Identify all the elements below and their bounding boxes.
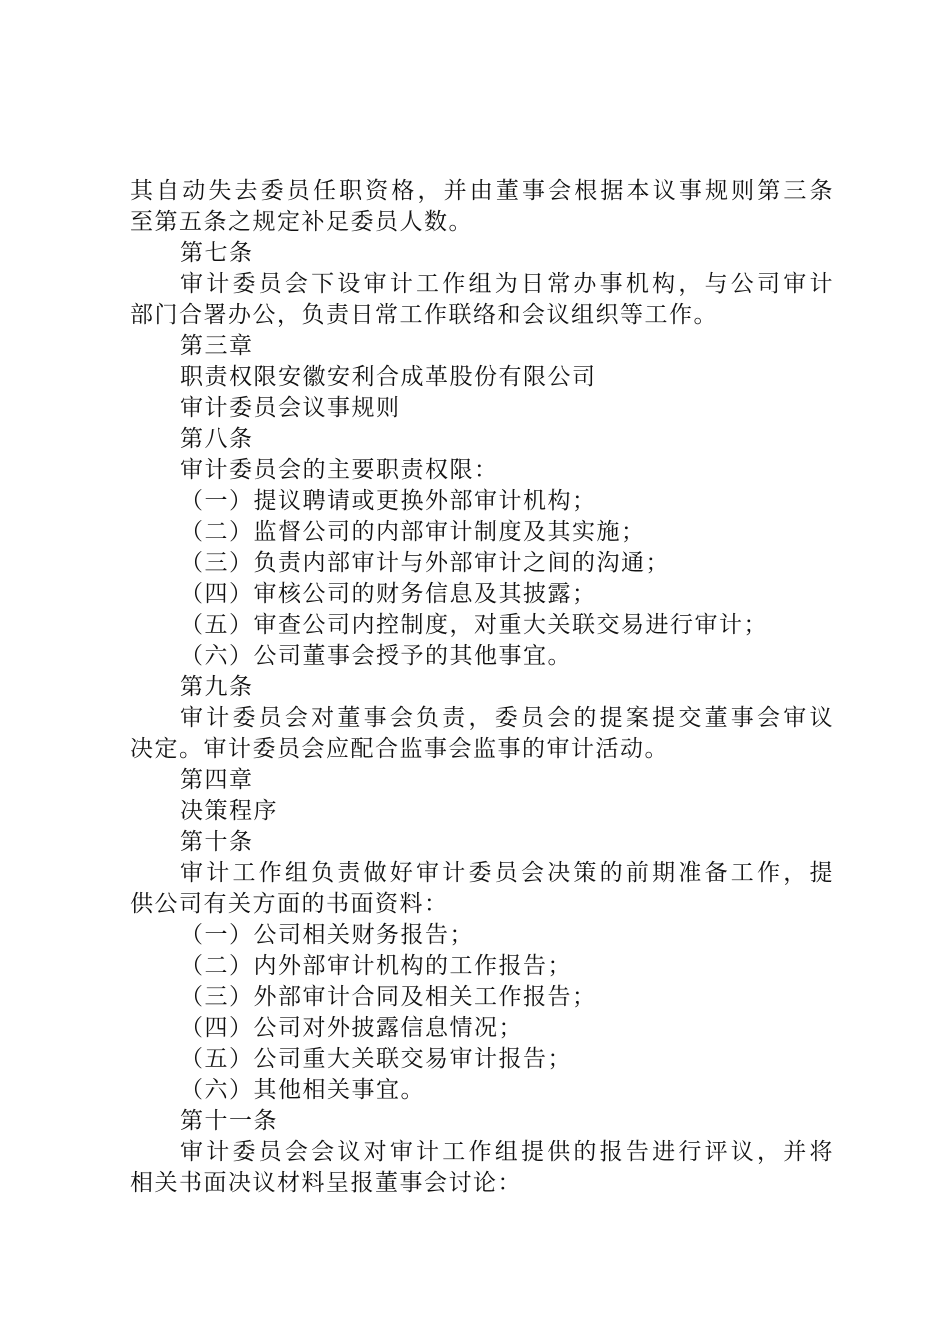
text-line: 第十条 [180,829,254,855]
text-line: 决策程序 [180,798,278,824]
text-line: 审计工作组负责做好审计委员会决策的前期准备工作，提 [180,860,834,886]
text-line: （五）审查公司内控制度，对重大关联交易进行审计； [180,612,768,638]
text-line: （三）外部审计合同及相关工作报告； [180,984,597,1010]
text-line: （五）公司重大关联交易审计报告； [180,1046,572,1072]
text-line: 相关书面决议材料呈报董事会讨论： [130,1170,522,1196]
text-line: 职责权限安徽安利合成革股份有限公司 [180,364,597,390]
text-line: 部门合署办公，负责日常工作联络和会议组织等工作。 [130,302,718,328]
text-line: 审计委员会的主要职责权限： [180,457,499,483]
text-line: 其自动失去委员任职资格，并由董事会根据本议事规则第三条 [130,178,834,204]
text-line: 第三章 [180,333,254,359]
text-line: （四）审核公司的财务信息及其披露； [180,581,597,607]
text-line: 第十一条 [180,1108,278,1134]
text-line: 第七条 [180,240,254,266]
text-line: 第九条 [180,674,254,700]
text-line: （四）公司对外披露信息情况； [180,1015,523,1041]
text-line: 决定。审计委员会应配合监事会监事的审计活动。 [130,736,669,762]
text-line: 审计委员会对董事会负责，委员会的提案提交董事会审议 [180,705,834,731]
text-line: （一）提议聘请或更换外部审计机构； [180,488,597,514]
text-line: （三）负责内部审计与外部审计之间的沟通； [180,550,670,576]
text-line: 供公司有关方面的书面资料： [130,891,449,917]
text-line: （六）其他相关事宜。 [180,1077,425,1103]
text-line: 审计委员会议事规则 [180,395,401,421]
text-line: （二）内外部审计机构的工作报告； [180,953,572,979]
text-line: 至第五条之规定补足委员人数。 [130,209,473,235]
text-line: 第四章 [180,767,254,793]
text-line: 第八条 [180,426,254,452]
text-line: （一）公司相关财务报告； [180,922,474,948]
text-line: 审计委员会下设审计工作组为日常办事机构，与公司审计 [180,271,834,297]
text-line: 审计委员会会议对审计工作组提供的报告进行评议，并将 [180,1139,834,1165]
text-line: （二）监督公司的内部审计制度及其实施； [180,519,646,545]
text-line: （六）公司董事会授予的其他事宜。 [180,643,572,669]
document-body [130,176,834,1199]
